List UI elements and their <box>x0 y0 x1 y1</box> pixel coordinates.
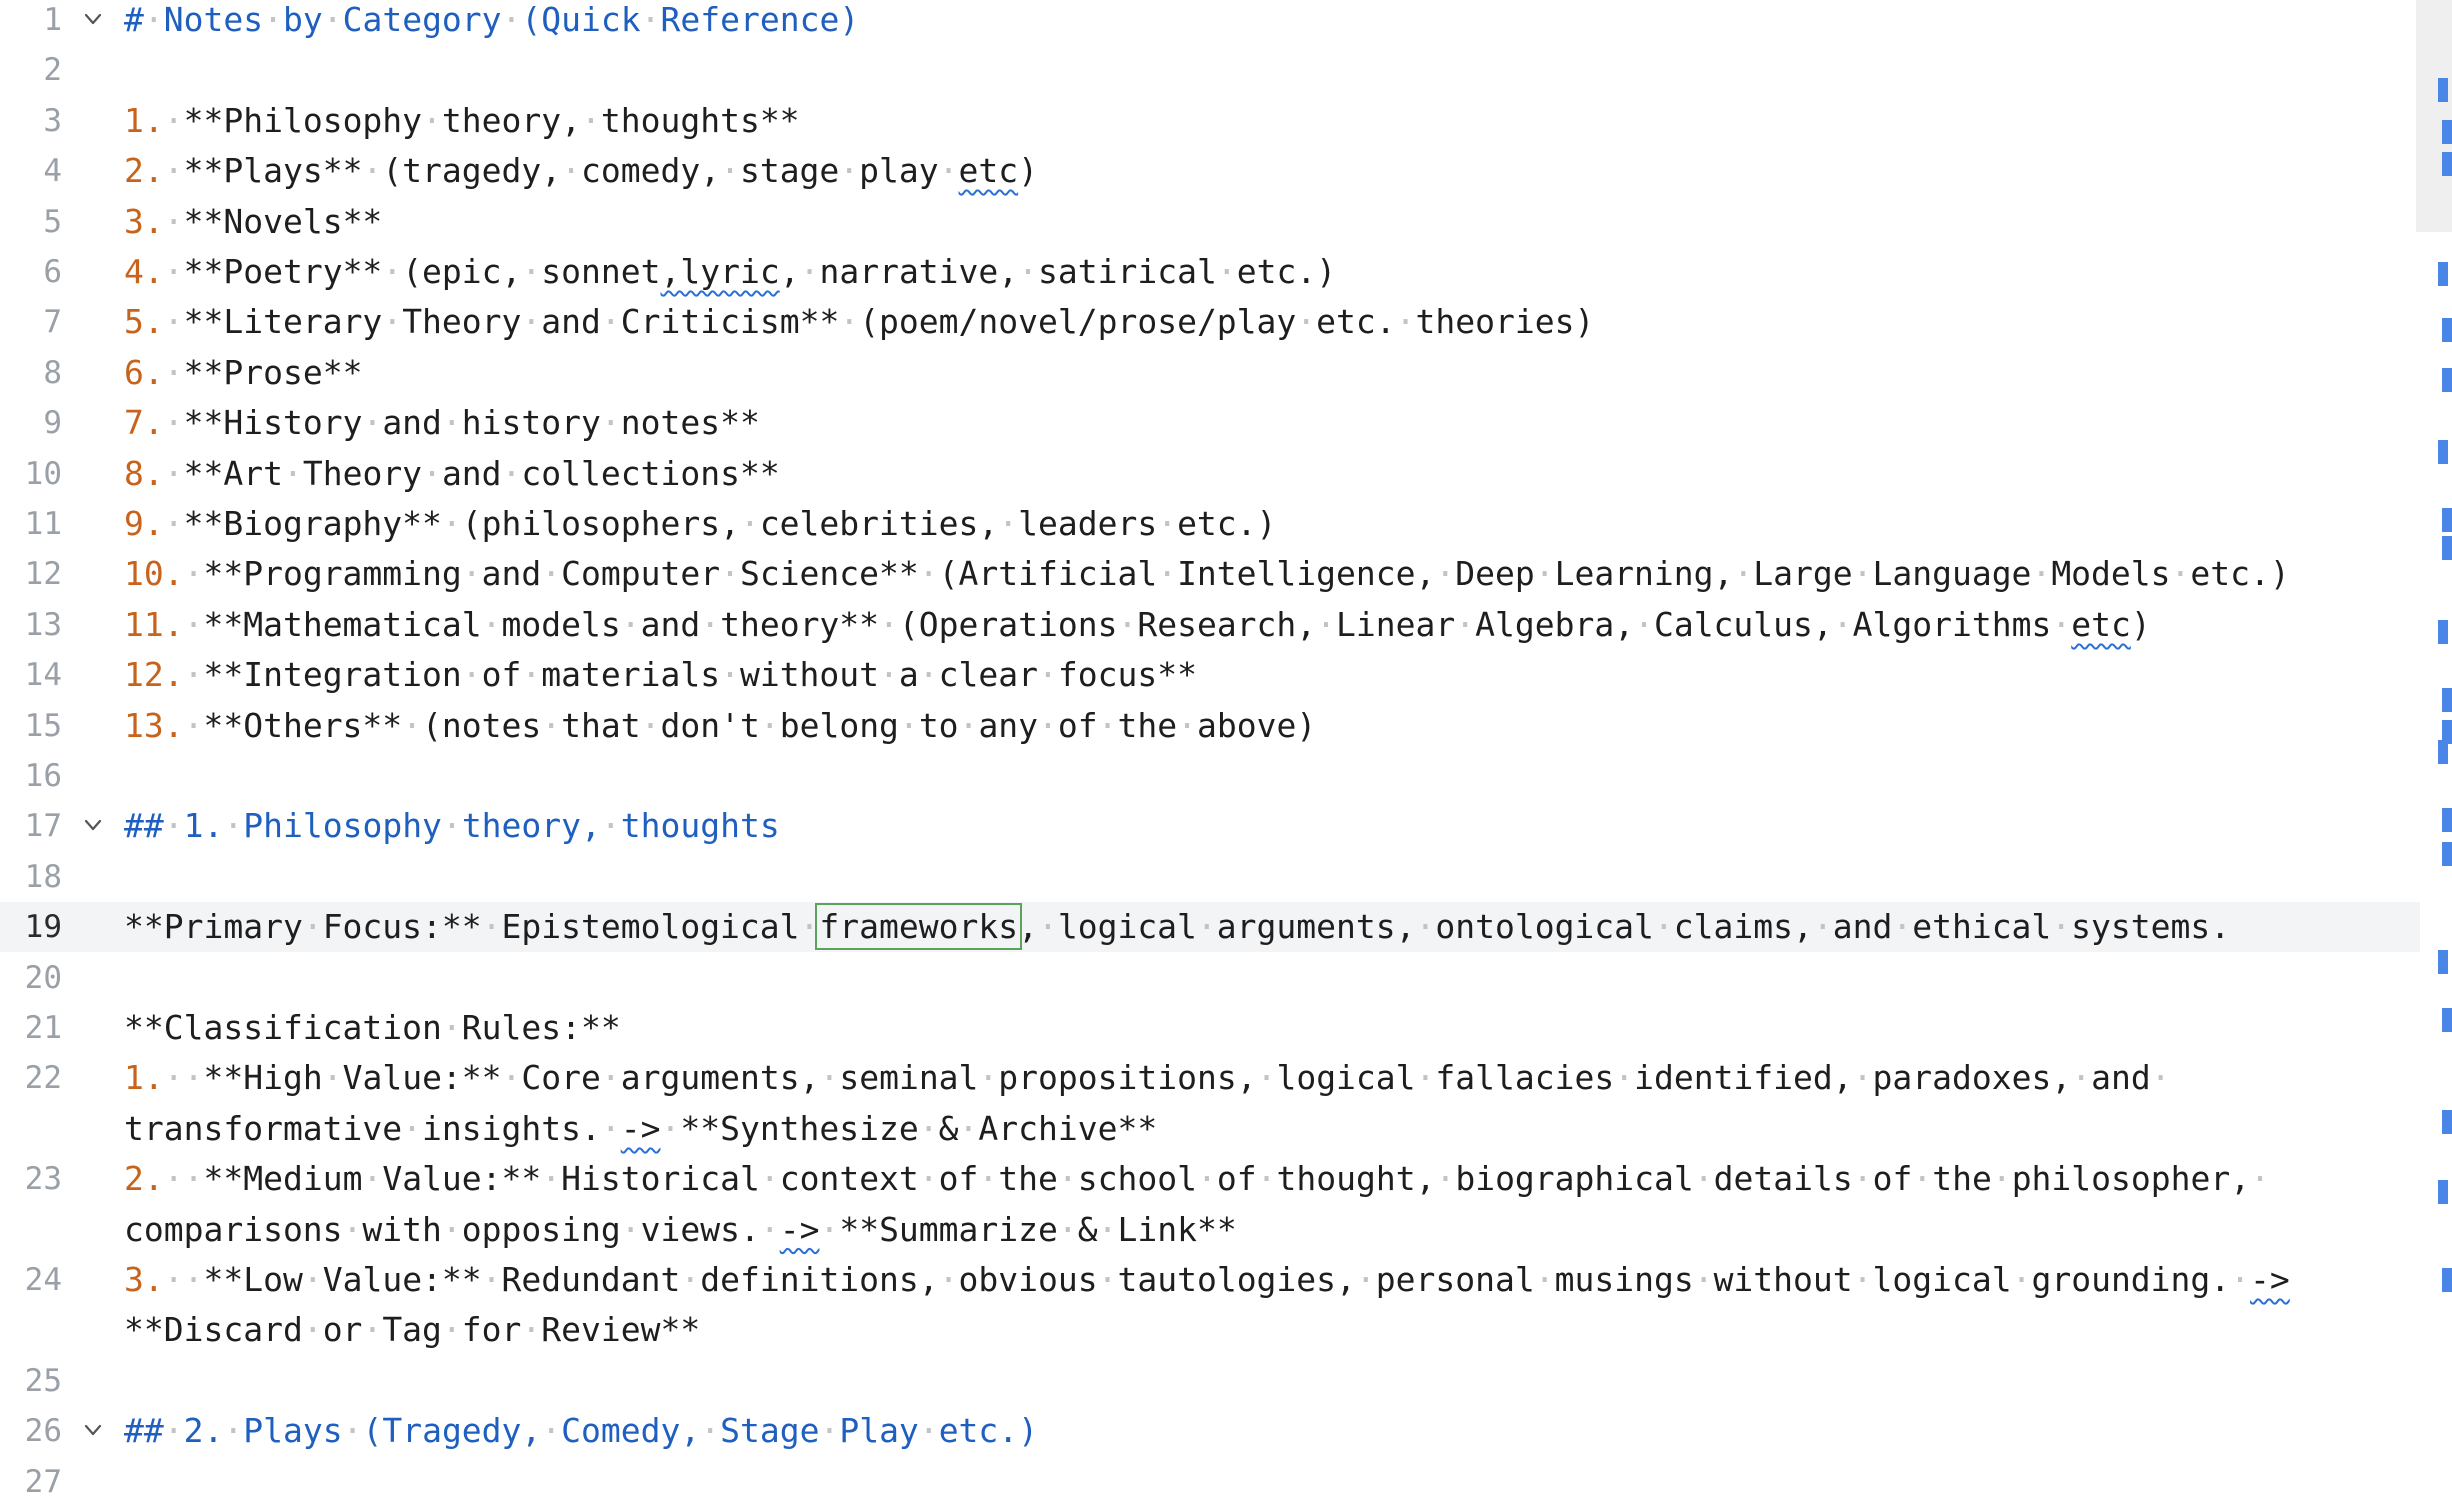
line-content[interactable] <box>124 701 1316 751</box>
editor-line[interactable] <box>0 197 2420 247</box>
line-content[interactable] <box>124 902 2230 952</box>
line-content[interactable] <box>124 1406 1038 1456</box>
line-number: 14 <box>24 657 62 694</box>
scrollbar-change-marker <box>2438 262 2448 286</box>
text-segment: ·**Medium·Value:**·Historical·context·of·the·school·of·thought,·biographical·details·of·the·philosopher,· <box>183 1159 2270 1199</box>
text-segment: **Classification·Rules:** <box>124 1008 621 1047</box>
text-segment: **Novels** <box>183 201 383 241</box>
line-number: 1 <box>43 2 62 38</box>
spellcheck-word: -> <box>620 1108 661 1148</box>
line-number: 20 <box>24 959 62 996</box>
line-number: 9 <box>43 405 62 442</box>
editor-line[interactable] <box>0 1154 2420 1204</box>
spellcheck-word: ,lyric <box>660 252 780 291</box>
scrollbar-change-marker <box>2438 620 2448 644</box>
editor-line[interactable] <box>0 1406 2420 1456</box>
text-segment: **Prose** <box>183 352 363 392</box>
spellcheck-word: -> <box>2250 1260 2290 1299</box>
line-number: 25 <box>24 1362 62 1399</box>
line-number: 16 <box>24 758 62 794</box>
text-segment: **Others**·(notes·that·don't·belong·to·any·of·the·above) <box>203 705 1317 745</box>
editor-line[interactable] <box>0 549 2420 599</box>
scrollbar-change-marker <box>2442 808 2452 832</box>
editor-line[interactable] <box>0 348 2420 398</box>
line-number: 3 <box>43 102 62 139</box>
line-content[interactable] <box>124 801 780 851</box>
line-number: 17 <box>24 808 62 845</box>
line-content[interactable] <box>124 549 2290 599</box>
text-segment: ,·narrative,·satirical·etc.) <box>779 252 1337 291</box>
line-content[interactable] <box>124 348 362 398</box>
list-number: 10.· <box>124 554 204 594</box>
list-number: 4.· <box>124 252 184 291</box>
line-content[interactable] <box>124 449 780 499</box>
line-content[interactable] <box>124 197 382 247</box>
scrollbar-change-marker <box>2442 842 2452 866</box>
line-content[interactable] <box>124 1205 1237 1255</box>
editor-line[interactable] <box>0 751 2420 801</box>
scrollbar-change-marker <box>2438 740 2448 764</box>
line-content[interactable] <box>124 1053 2171 1103</box>
line-number: 12 <box>24 556 62 593</box>
line-number: 15 <box>24 707 62 744</box>
line-content[interactable] <box>124 297 1594 347</box>
scrollbar-change-marker <box>2442 688 2452 712</box>
line-content[interactable] <box>124 247 1336 297</box>
line-content[interactable] <box>124 1255 2290 1305</box>
editor-line[interactable] <box>0 96 2420 146</box>
line-number: 27 <box>24 1463 62 1500</box>
editor-line[interactable] <box>0 146 2420 196</box>
line-content[interactable] <box>124 146 1038 196</box>
list-number: 3.· <box>124 201 184 241</box>
editor-line[interactable] <box>0 0 2420 45</box>
editor-line[interactable] <box>0 297 2420 347</box>
editor-line-wrap[interactable] <box>0 1104 2420 1154</box>
line-number: 24 <box>24 1262 62 1298</box>
scrollbar-change-marker <box>2442 152 2452 176</box>
text-segment: ·**Synthesize·&·Archive** <box>660 1108 1158 1148</box>
editor-line[interactable] <box>0 1457 2420 1507</box>
line-number: 7 <box>43 304 62 341</box>
scrollbar-change-marker <box>2442 508 2452 532</box>
editor-line[interactable] <box>0 45 2420 95</box>
line-content[interactable] <box>124 398 760 448</box>
scrollbar-change-marker <box>2438 950 2448 974</box>
text-segment: ·**Summarize·&·Link** <box>819 1209 1237 1249</box>
text-segment: **Literary·Theory·and·Criticism**·(poem/novel/prose/play·etc.·theories) <box>183 302 1595 342</box>
list-number: 11.· <box>124 604 204 644</box>
vertical-scrollbar[interactable] <box>2416 0 2452 1508</box>
heading-text: ##·1.·Philosophy·theory,·thoughts <box>124 806 780 846</box>
chevron-down-icon[interactable] <box>82 8 104 30</box>
line-number: 21 <box>24 1010 62 1046</box>
editor-line[interactable] <box>0 1003 2420 1053</box>
scrollbar-change-marker <box>2442 1110 2452 1134</box>
line-number: 6 <box>43 254 62 290</box>
editor-line[interactable] <box>0 852 2420 902</box>
editor-line[interactable] <box>0 701 2420 751</box>
editor-line[interactable] <box>0 398 2420 448</box>
list-number: 6.· <box>124 352 184 392</box>
line-number: 23 <box>24 1161 62 1198</box>
chevron-down-icon[interactable] <box>82 1419 104 1441</box>
line-content[interactable] <box>124 1305 700 1355</box>
editor-line[interactable] <box>0 600 2420 650</box>
scrollbar-change-marker <box>2442 1268 2452 1292</box>
text-segment: **Mathematical·models·and·theory**·(Operations·Research,·Linear·Algebra,·Calculus,·Algorithms· <box>203 604 2072 644</box>
line-number: 8 <box>43 354 62 391</box>
text-segment: transformative·insights.· <box>124 1108 621 1148</box>
line-number: 18 <box>24 858 62 895</box>
line-content[interactable] <box>124 600 2151 650</box>
text-segment: **Integration·of·materials·without·a·clear·focus** <box>203 655 1197 695</box>
editor-line[interactable] <box>0 1255 2420 1305</box>
editor-line-wrap[interactable] <box>0 1305 2420 1355</box>
scrollbar-change-marker <box>2438 78 2448 102</box>
list-number: 1.· <box>124 1058 184 1098</box>
text-segment: **Plays**·(tragedy,·comedy,·stage·play· <box>183 151 959 191</box>
editor-line[interactable] <box>0 499 2420 549</box>
text-segment: **Philosophy·theory,·thoughts** <box>183 100 800 140</box>
list-number: 3.· <box>124 1260 184 1299</box>
line-number: 19 <box>24 909 62 946</box>
line-number: 11 <box>24 506 62 542</box>
list-number: 2.· <box>124 1159 184 1199</box>
scrollbar-change-marker <box>2442 536 2452 560</box>
editor-line[interactable] <box>0 902 2420 952</box>
text-segment: **Discard·or·Tag·for·Review** <box>124 1310 701 1350</box>
scrollbar-change-marker <box>2442 1008 2452 1032</box>
text-segment: ,·logical·arguments,·ontological·claims,·and·ethical·systems. <box>1018 907 2231 947</box>
list-number: 2.· <box>124 151 184 191</box>
line-number: 22 <box>24 1060 62 1097</box>
heading-text: #·Notes·by·Category·(Quick·Reference) <box>124 0 860 39</box>
list-number: 13.· <box>124 705 204 745</box>
line-content[interactable] <box>124 650 1197 700</box>
line-number: 13 <box>24 606 62 643</box>
chevron-down-icon[interactable] <box>82 814 104 836</box>
text-segment: ) <box>1018 151 1039 191</box>
line-content[interactable] <box>124 499 1276 549</box>
line-number: 4 <box>43 153 62 190</box>
list-number: 9.· <box>124 504 184 543</box>
editor-line[interactable] <box>0 449 2420 499</box>
list-number: 1.· <box>124 100 184 140</box>
line-content[interactable] <box>124 1154 2270 1204</box>
editor-line[interactable] <box>0 1356 2420 1406</box>
text-segment: **Programming·and·Computer·Science**·(Artificial·Intelligence,·Deep·Learning,·Large·Language·Models·etc.) <box>203 554 2290 594</box>
scrollbar-change-marker <box>2438 1180 2448 1204</box>
editor-line-wrap[interactable] <box>0 1205 2420 1255</box>
editor-line[interactable] <box>0 1053 2420 1103</box>
list-number: 12.· <box>124 655 204 695</box>
line-content[interactable] <box>124 0 859 45</box>
text-segment: ) <box>2130 604 2151 644</box>
line-number: 2 <box>43 52 62 89</box>
scrollbar-thumb[interactable] <box>2416 0 2452 232</box>
line-number: 10 <box>24 455 62 492</box>
spellcheck-word: etc <box>958 151 1019 191</box>
scrollbar-change-marker <box>2442 368 2452 392</box>
spellcheck-word: etc <box>2071 604 2131 644</box>
scrollbar-change-marker <box>2442 318 2452 342</box>
text-segment: **History·and·history·notes** <box>183 403 760 443</box>
list-number: 8.· <box>124 453 184 493</box>
text-segment: comparisons·with·opposing·views.· <box>124 1209 780 1249</box>
editor-line[interactable] <box>0 953 2420 1003</box>
line-number: 26 <box>24 1413 62 1450</box>
text-segment: ·**Low·Value:**·Redundant·definitions,·obvious·tautologies,·personal·musings·without·logical·grounding.· <box>183 1260 2251 1299</box>
spellcheck-word: -> <box>779 1209 820 1249</box>
scrollbar-change-marker <box>2438 440 2448 464</box>
line-content[interactable] <box>124 1003 621 1053</box>
text-segment: **Primary·Focus:**·Epistemological· <box>124 907 820 947</box>
text-segment: **Biography**·(philosophers,·celebrities,·leaders·etc.) <box>183 504 1277 543</box>
text-segment: **Art·Theory·and·collections** <box>183 453 780 493</box>
editor-line[interactable] <box>0 247 2420 297</box>
line-content[interactable] <box>124 1104 1157 1154</box>
line-content[interactable] <box>124 96 800 146</box>
text-segment: **Poetry**·(epic,·sonnet <box>183 252 661 291</box>
list-number: 7.· <box>124 403 184 443</box>
list-number: 5.· <box>124 302 184 342</box>
editor-line[interactable] <box>0 801 2420 851</box>
highlighted-word: frameworks <box>819 907 1019 947</box>
text-segment: ·**High·Value:**·Core·arguments,·seminal·propositions,·logical·fallacies·identified,·paradoxes,·and· <box>183 1058 2171 1098</box>
line-number: 5 <box>43 203 62 240</box>
scrollbar-change-marker <box>2442 120 2452 144</box>
heading-text: ##·2.·Plays·(Tragedy,·Comedy,·Stage·Play·etc.) <box>124 1411 1039 1451</box>
editor-line[interactable] <box>0 650 2420 700</box>
